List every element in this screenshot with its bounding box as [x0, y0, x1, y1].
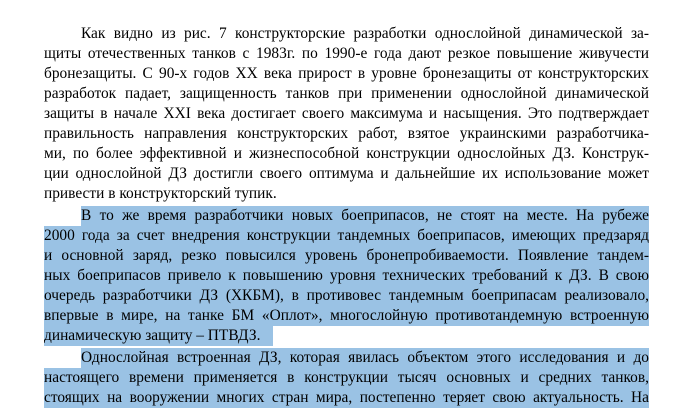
paragraph-2-line-7[interactable]: динамическую защиту – ПТВДЗ.	[44, 326, 649, 346]
paragraph-1-line-7: ми, по более эффективной и жизнеспособной конструкции однослойных ДЗ. Конструк-	[44, 145, 649, 162]
paragraph-1-line-5: защиты в начале XXI века достигает своего максимума и насыщения. Это подтверждает	[44, 105, 649, 122]
paragraph-3-line-1[interactable]: Однослойная встроенная ДЗ, которая явилась объектом этого исследования и до	[81, 349, 649, 366]
paragraph-2-line-3[interactable]: и основной заряд, резко повысился уровень бронепробиваемости. Появление тандем-	[44, 247, 649, 264]
paragraph-3-line-3[interactable]: стоящих на вооружении многих стран мира, постепенно теряет свою актуальность. На	[44, 389, 649, 406]
paragraph-2-line-1[interactable]: В то же время разработчики новых боеприпасов, не стоят на месте. На рубеже	[81, 207, 649, 224]
paragraph-1-line-1: Как видно из рис. 7 конструкторские разработки однослойной динамической за-	[81, 25, 649, 42]
paragraph-1-line-3: бронезащиты. С 90-х годов XX века прирост в уровне бронезащиты от конструкторских	[44, 65, 649, 82]
paragraph-2-line-4[interactable]: ных боеприпасов привело к повышению уровня технических требований к ДЗ. В свою	[44, 267, 649, 284]
paragraph-2-line-5[interactable]: очередь разработчики ДЗ (ХКБМ), в противовес тандемным боеприпасам реализовало,	[44, 287, 649, 304]
paragraph-2-line-2[interactable]: 2000 года за счет внедрения конструкции тандемных боеприпасов, имеющих предзаряд	[44, 227, 649, 244]
paragraph-2-line-6[interactable]: впервые в мире, на танке БМ «Оплот», многослойную противотандемную встроенную	[44, 307, 649, 324]
paragraph-1-line-9: привести в конструкторский тупик.	[44, 185, 277, 202]
paragraph-3-line-2[interactable]: настоящего времени применяется в конструкции тысяч основных и средних танков,	[44, 369, 649, 386]
paragraph-1-line-4: разработок падает, защищенность танков при применении однослойной динамической	[44, 85, 649, 102]
paragraph-1-line-8: ции однослойной ДЗ достигли своего оптимума и дальнейшие их использование может	[44, 165, 649, 182]
paragraph-1-line-6: правильность направления конструкторских работ, взятое украинскими разработчика-	[44, 125, 649, 142]
paragraph-1-line-2: щиты отечественных танков с 1983г. по 1990-е года дают резкое повышение живучести	[44, 45, 649, 62]
